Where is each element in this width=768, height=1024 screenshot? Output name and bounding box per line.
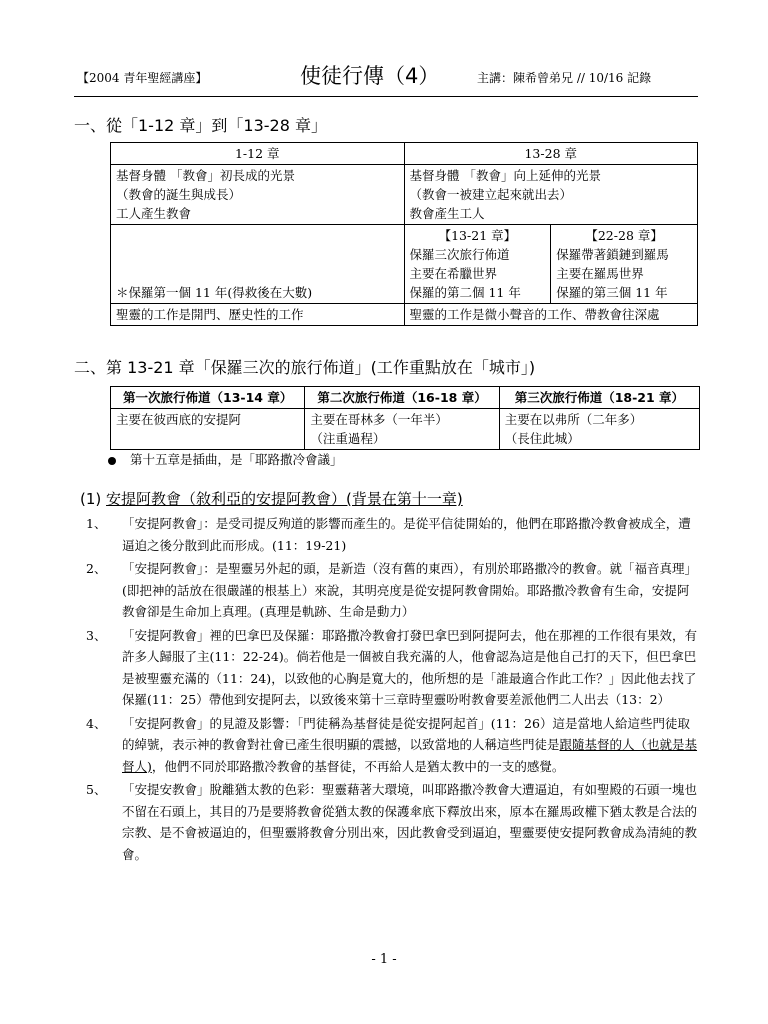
list-item-number: 3、 [86, 627, 107, 643]
list-item-text: 「安提阿教會」：是受司提反殉道的影響而產生的。是從平信徒開始的，他們在耶路撒冷教會被成全，遭逼迫之後分散到此而形成。(11：19-21) [122, 516, 691, 553]
list-item-text: 「安提安教會」脫離猶太教的色彩：聖靈藉著大環境，叫耶路撒冷教會大遭逼迫，有如聖殿的石頭一塊也不留在石頭上，其目的乃是要將教會從猶太教的保護傘底下釋放出來，原本在羅馬政權下猶太教是合法的宗教、是不會被逼迫的，但聖靈將教會分別出來，因此教會受到逼迫，聖靈要使安提阿教會成為清純的教會。 [122, 782, 698, 862]
table-cell-r2c2 [404, 225, 551, 304]
cell-line: 【13-21 章】 [438, 228, 517, 243]
cell-line: （長住此城） [504, 431, 580, 446]
list-item-text: 「安提阿教會」裡的巴拿巴及保羅：耶路撒冷教會打發巴拿巴到阿提阿去，他在那裡的工作很有果效，有許多人歸服了主(11：22-24)。倘若他是一個被自我充滿的人，他會認為這是他自己打的天下，但巴拿巴是被聖靈充滿的（11：24)，以致他的心胸是寬大的，他所想的是「誰最適合作此工作？」因此他去找了保羅(11：25）帶他到安提阿去，以致後來第十三章時聖靈吩咐教會要差派他們二人出去（13：2） [122, 627, 698, 707]
header-speaker-label: 主講：陳希曾弟兄 // 10/16 記錄 [477, 71, 652, 85]
list-item-text: 「安提阿教會」：是聖靈另外起的頭，是新造（沒有舊的東西），有別於耶路撒冷的教會。就「福音真理」(即把神的話放在很嚴謹的根基上）來說，其明亮度是從安提阿教會開始。耶路撒冷教會有生命，安提阿教會卻是生命加上真理。(真理是軌跡、生命是動力） [122, 561, 698, 619]
cell-line: 主要在哥林多（一年半） [310, 412, 448, 427]
bullet-text: 第十五章是插曲，是「耶路撒冷會議」 [130, 452, 343, 467]
cell-line: （注重過程） [310, 431, 386, 446]
list-item-number: 2、 [86, 561, 107, 576]
bullet-note [108, 450, 343, 468]
page-title: 使徒行傳（4） [300, 64, 440, 88]
list-item-underlined-text: 跟隨基督的人（也就是基督人) [122, 737, 698, 774]
list-item-number: 4、 [86, 715, 107, 731]
cell-line: 主要在希臘世界 [409, 266, 498, 281]
cell-line: （教會的誕生與成長） [116, 187, 242, 202]
bullet-dot-icon [108, 457, 116, 465]
table-cell-r2c1: ＊保羅第一個 11 年(得救後在大數) [111, 225, 405, 304]
cell-line: 教會產生工人 [409, 206, 485, 221]
table-header-13-28: 13-28 章 [404, 143, 698, 165]
cell-line: 保羅三次旅行佈道 [409, 247, 510, 262]
cell-line: 主要在羅馬世界 [556, 266, 644, 281]
journey-1-cell [111, 409, 305, 450]
list-item [86, 625, 698, 711]
comparison-table [110, 142, 698, 326]
journey-2-cell [305, 409, 499, 450]
table-cell-r2c3 [551, 225, 698, 304]
journey-2-header: 第二次旅行佈道（16-18 章） [305, 387, 499, 409]
subsection-prefix: (1) [80, 490, 102, 508]
cell-line: 主要在彼西底的安提阿 [116, 412, 242, 427]
list-item-text: ，他們不同於耶路撒冷教會的基督徒，不再給人是猶太教中的一支的感覺。 [151, 758, 565, 774]
list-item [86, 558, 698, 623]
list-item [86, 513, 698, 556]
list-item [86, 713, 698, 778]
journey-3-header: 第三次旅行佈道（18-21 章） [499, 387, 699, 409]
subsection-heading [80, 488, 463, 509]
cell-line: 工人產生教會 [116, 206, 192, 221]
table-cell-r3c2: 聖靈的工作是微小聲音的工作、帶教會往深處 [404, 304, 698, 326]
table-cell-r1c2 [404, 165, 698, 225]
cell-line: 基督身體 「教會」向上延伸的光景 [409, 168, 601, 183]
cell-line: 保羅的第二個 11 年 [409, 285, 521, 300]
table-cell-r1c1 [111, 165, 405, 225]
page-number: - 1 - [371, 952, 397, 967]
header-series-label: 【2004 青年聖經講座】 [77, 71, 208, 85]
list-item-text: 「安提阿教會」的見證及影響：「門徒稱為基督徒是從安提阿起首」(11：26）這是當地人給這些門徒取的綽號，表示神的教會對社會已產生很明顯的震撼，以致當地的人稱這些門徒是 [122, 715, 690, 752]
list-item-number: 1、 [86, 516, 107, 531]
cell-line: 基督身體 「教會」初長成的光景 [116, 168, 295, 183]
cell-line: 保羅帶著鎖鏈到羅馬 [556, 247, 669, 262]
cell-line: 主要在以弗所（二年多） [504, 412, 643, 427]
section-2-heading: 二、第 13-21 章「保羅三次的旅行佈道」(工作重點放在「城市」) [74, 358, 536, 377]
list-item [86, 779, 698, 865]
table-header-1-12: 1-12 章 [111, 143, 405, 165]
cell-line: （教會一被建立起來就出去） [409, 187, 573, 202]
list-item-number: 5、 [86, 782, 107, 797]
journey-1-header: 第一次旅行佈道（13-14 章） [111, 387, 305, 409]
subsection-title: 安提阿教會（敘利亞的安提阿教會）(背景在第十一章) [106, 490, 463, 508]
journey-3-cell [499, 409, 699, 450]
cell-line: 保羅的第三個 11 年 [556, 285, 668, 300]
header-divider [74, 96, 698, 97]
table-cell-r3c1: 聖靈的工作是開門、歷史性的工作 [111, 304, 405, 326]
numbered-list [86, 513, 698, 867]
section-1-heading: 一、從「1-12 章」到「13-28 章」 [74, 116, 327, 135]
cell-line: 【22-28 章】 [585, 228, 663, 243]
journeys-table [110, 386, 700, 450]
